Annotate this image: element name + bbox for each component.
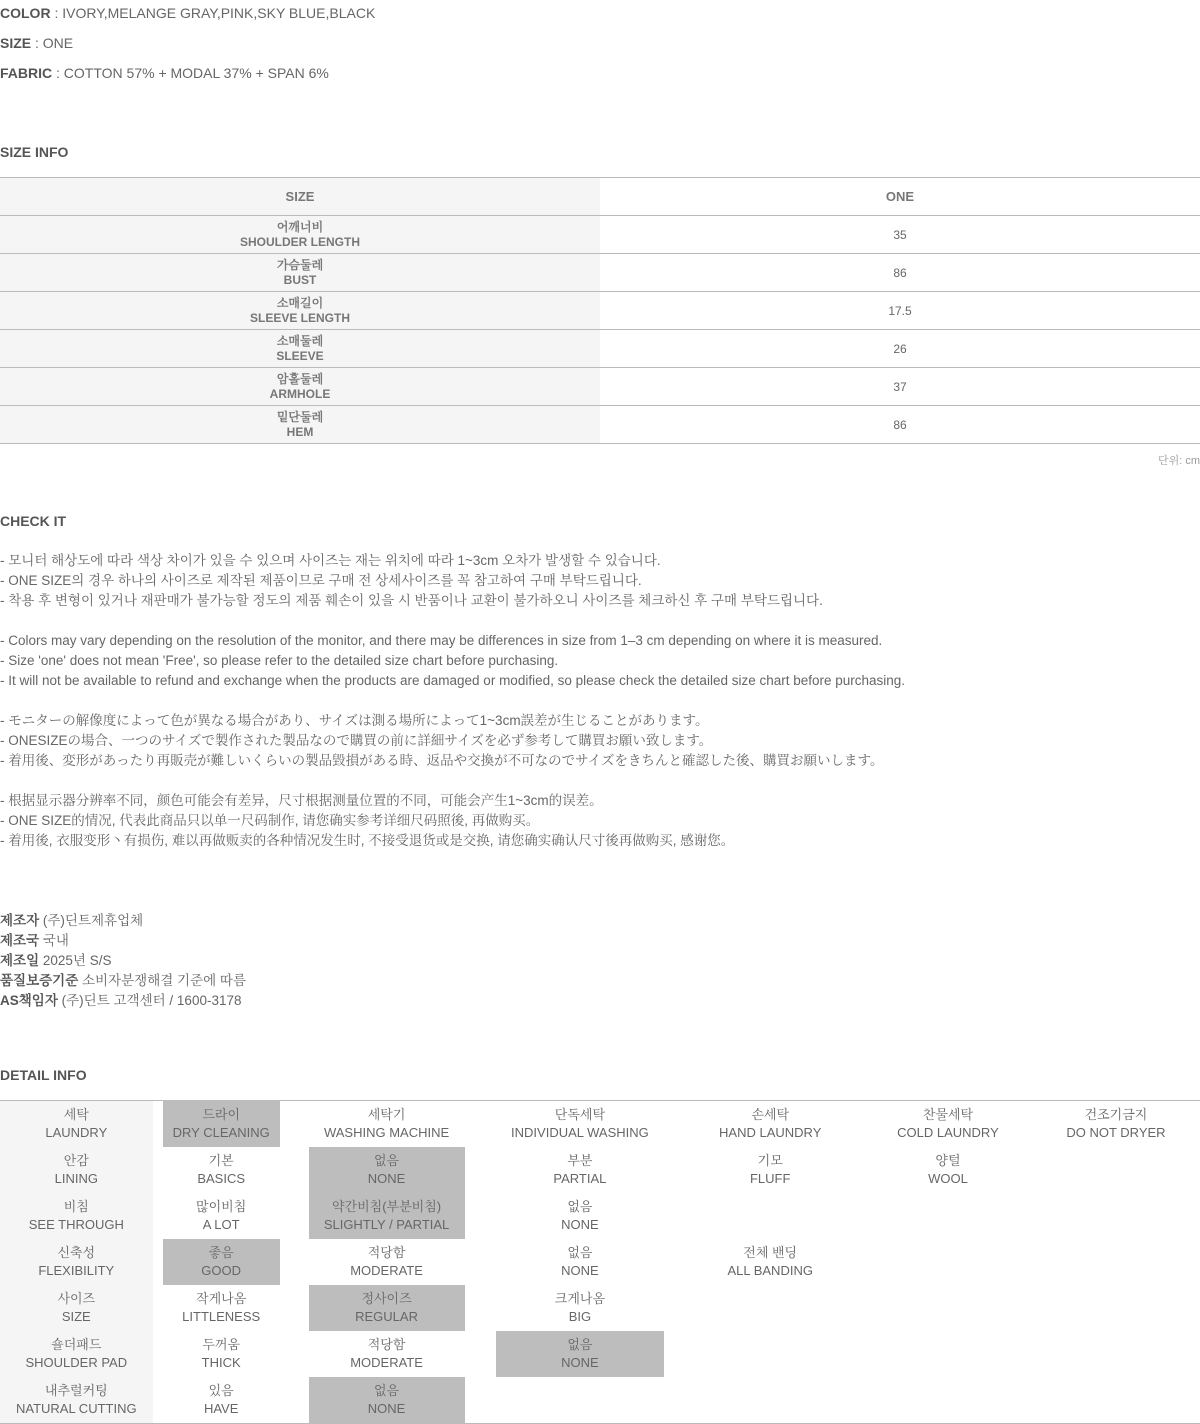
table-row [0, 216, 1200, 254]
detail-option [1032, 1101, 1200, 1147]
detail-cell [153, 1101, 290, 1147]
detail-option [163, 1193, 280, 1239]
check-line: - ONE SIZE的情况, 代表此商品只以单一尺码制作, 请您确实参考详细尺码照後, 再做购买。 [0, 813, 540, 828]
detail-row [0, 1239, 1200, 1285]
detail-cell [483, 1331, 676, 1377]
measure-label [0, 406, 600, 444]
detail-option [1032, 1239, 1200, 1285]
measure-en: BUST [283, 272, 317, 287]
detail-cell [483, 1285, 676, 1331]
detail-option-ko: 약간비침(부분비침) [332, 1199, 442, 1214]
check-line: - 착용 후 변형이 있거나 재판매가 불가능할 정도의 제품 훼손이 있을 시 반품이나 교환이 불가하오니 사이즈를 체크하신 후 구매 부탁드립니다. [0, 593, 823, 608]
check-it-body [0, 551, 905, 851]
check-line: - モニターの解像度によって色が異なる場合があり、サイズは測る場所によって1~3cm誤差が生じることがあります。 [0, 713, 709, 728]
detail-option-selected [496, 1331, 664, 1377]
check-line: - It will not be available to refund and exchange when the products are damaged or modified, so please check the detailed size chart before purchasing. [0, 673, 906, 688]
detail-label-en: LAUNDRY [45, 1125, 108, 1140]
detail-cell [1032, 1147, 1200, 1193]
detail-option-selected [309, 1193, 465, 1239]
detail-option-ko: 건조기금지 [1084, 1107, 1148, 1122]
maker-line [0, 951, 246, 971]
detail-option [686, 1285, 854, 1331]
detail-option-en: WOOL [928, 1171, 968, 1186]
detail-option [864, 1101, 1032, 1147]
detail-cell [290, 1331, 484, 1377]
detail-label-en: FLEXIBILITY [38, 1263, 115, 1278]
detail-row-label [0, 1331, 153, 1377]
detail-cell [290, 1285, 484, 1331]
measure-ko: 소매둘레 [276, 333, 324, 348]
detail-option [496, 1193, 664, 1239]
detail-cell [1032, 1285, 1200, 1331]
maker-key: 제조국 [0, 933, 40, 948]
detail-option [1032, 1147, 1200, 1193]
maker-key: AS책임자 [0, 993, 58, 1008]
detail-cell [290, 1147, 484, 1193]
table-row [0, 330, 1200, 368]
detail-option-en: SLIGHTLY / PARTIAL [323, 1217, 450, 1232]
check-line: - 根据显示器分辨率不同，颜色可能会有差异，尺寸根据测量位置的不同，可能会产生1~3cm的误差。 [0, 793, 603, 808]
detail-option [496, 1239, 664, 1285]
detail-option-en: NONE [367, 1401, 406, 1416]
spec-key: FABRIC [0, 65, 53, 81]
detail-label-en: SIZE [61, 1309, 91, 1324]
detail-option-en: MODERATE [350, 1263, 423, 1278]
detail-option-en: THICK [201, 1355, 241, 1370]
detail-label-en: SEE THROUGH [28, 1217, 124, 1232]
detail-label-en: LINING [54, 1171, 98, 1186]
measure-value: 37 [600, 368, 1200, 406]
detail-cell [676, 1101, 864, 1147]
detail-option [864, 1239, 1032, 1285]
detail-row [0, 1331, 1200, 1377]
detail-option-en: BASICS [197, 1171, 246, 1186]
detail-label-ko: 안감 [63, 1153, 89, 1168]
table-row [0, 368, 1200, 406]
detail-option [309, 1239, 465, 1285]
detail-row [0, 1377, 1200, 1423]
detail-option [1032, 1377, 1200, 1423]
detail-option [496, 1285, 664, 1331]
spec-fabric [0, 60, 329, 90]
detail-cell [153, 1331, 290, 1377]
detail-option-ko: 양털 [935, 1153, 961, 1168]
detail-option-ko: 없음 [374, 1383, 400, 1398]
check-line: - 着用後、変形があったり再販売が難しいくらいの製品毀損がある時、返品や交換が不可なのでサイズをきちんと確認した後、購買お願いします。 [0, 753, 884, 768]
detail-option-en: COLD LAUNDRY [897, 1125, 999, 1140]
maker-value: (주)딘트제휴업체 [39, 913, 144, 928]
detail-option-en: HAVE [203, 1401, 239, 1416]
detail-option [496, 1147, 664, 1193]
detail-option [686, 1147, 854, 1193]
detail-option [163, 1377, 280, 1423]
detail-option [686, 1239, 854, 1285]
check-line: - 모니터 해상도에 따라 색상 차이가 있을 수 있으며 사이즈는 재는 위치에 따라 1~3cm 오차가 발생할 수 있습니다. [0, 553, 661, 568]
spec-value: : COTTON 57% + MODAL 37% + SPAN 6% [52, 65, 329, 81]
detail-option [686, 1331, 854, 1377]
measure-en: HEM [286, 424, 314, 439]
detail-option [163, 1331, 280, 1377]
detail-option-ko: 기본 [208, 1153, 234, 1168]
detail-option-en: BIG [568, 1309, 592, 1324]
detail-cell [864, 1101, 1032, 1147]
size-info-title: SIZE INFO [0, 144, 69, 160]
measure-ko: 어깨너비 [276, 219, 324, 234]
detail-row [0, 1285, 1200, 1331]
maker-value: 국내 [39, 933, 69, 948]
detail-option-ko: 드라이 [202, 1107, 241, 1122]
detail-table [0, 1100, 1200, 1424]
detail-option-ko: 두꺼움 [202, 1337, 241, 1352]
detail-row-label [0, 1377, 153, 1423]
table-row [0, 254, 1200, 292]
check-line: - Size 'one' does not mean 'Free', so please refer to the detailed size chart before purchasing. [0, 653, 559, 668]
detail-cell [153, 1285, 290, 1331]
detail-cell [290, 1193, 484, 1239]
size-header-value: ONE [600, 178, 1200, 216]
detail-cell [153, 1147, 290, 1193]
maker-key: 품질보증기준 [0, 973, 79, 988]
spec-value: : IVORY,MELANGE GRAY,PINK,SKY BLUE,BLACK [50, 5, 376, 21]
detail-option-ko: 단독세탁 [554, 1107, 606, 1122]
detail-option-en: REGULAR [355, 1309, 418, 1324]
spec-key: SIZE [0, 35, 32, 51]
detail-cell [676, 1377, 864, 1423]
detail-option [496, 1377, 664, 1423]
detail-row [0, 1101, 1200, 1147]
check-line: - ONESIZEの場合、一つのサイズで製作された製品なので購買の前に詳細サイズを必ず参考して購買お願い致します。 [0, 733, 713, 748]
maker-key: 제조일 [0, 953, 40, 968]
detail-option [864, 1285, 1032, 1331]
measure-value: 26 [600, 330, 1200, 368]
measure-ko: 소매길이 [276, 295, 324, 310]
detail-label-ko: 내추럴커팅 [44, 1383, 108, 1398]
measure-en: SLEEVE LENGTH [249, 310, 350, 325]
detail-option [686, 1193, 854, 1239]
detail-cell [153, 1193, 290, 1239]
detail-option-en: DO NOT DRYER [1066, 1125, 1166, 1140]
measure-ko: 밑단둘레 [276, 409, 324, 424]
detail-option [864, 1377, 1032, 1423]
detail-row [0, 1193, 1200, 1239]
detail-option-ko: 적당함 [367, 1245, 406, 1260]
detail-cell [290, 1377, 484, 1423]
detail-option-selected [309, 1147, 465, 1193]
detail-option-en: INDIVIDUAL WASHING [511, 1125, 649, 1140]
detail-cell [1032, 1101, 1200, 1147]
detail-cell [676, 1285, 864, 1331]
detail-cell [290, 1239, 484, 1285]
measure-en: ARMHOLE [269, 386, 331, 401]
detail-label-ko: 사이즈 [57, 1291, 96, 1306]
detail-option-en: HAND LAUNDRY [719, 1125, 822, 1140]
detail-cell [676, 1239, 864, 1285]
measure-en: SLEEVE [276, 348, 324, 363]
detail-row-label [0, 1285, 153, 1331]
maker-value: (주)딘트 고객센터 / 1600-3178 [57, 993, 242, 1008]
detail-cell [1032, 1193, 1200, 1239]
detail-label-en: NATURAL CUTTING [15, 1401, 137, 1416]
detail-label-en: SHOULDER PAD [25, 1355, 128, 1370]
size-table-header [0, 178, 1200, 216]
maker-key: 제조자 [0, 913, 40, 928]
detail-option-ko: 적당함 [367, 1337, 406, 1352]
maker-line [0, 971, 246, 991]
detail-option-ko: 손세탁 [751, 1107, 790, 1122]
detail-option-ko: 없음 [567, 1337, 593, 1352]
detail-option-en: NONE [367, 1171, 406, 1186]
spec-key: COLOR [0, 5, 51, 21]
detail-option-en: FLUFF [749, 1171, 791, 1186]
detail-option-ko: 정사이즈 [361, 1291, 412, 1306]
detail-cell [864, 1193, 1032, 1239]
measure-value: 86 [600, 254, 1200, 292]
detail-cell [676, 1331, 864, 1377]
detail-option-en: LITTLENESS [182, 1309, 261, 1324]
check-line: - Colors may vary depending on the resolution of the monitor, and there may be differences in size from 1–3 cm depending on where it is measured. [0, 633, 883, 648]
detail-option-en: MODERATE [350, 1355, 423, 1370]
detail-row-label [0, 1193, 153, 1239]
detail-option-en: A LOT [202, 1217, 240, 1232]
detail-cell [864, 1285, 1032, 1331]
detail-cell [483, 1193, 676, 1239]
detail-cell [864, 1239, 1032, 1285]
detail-option [864, 1147, 1032, 1193]
detail-option-ko: 기모 [757, 1153, 783, 1168]
detail-row [0, 1147, 1200, 1193]
detail-option-en: WASHING MACHINE [323, 1125, 450, 1140]
measure-label [0, 216, 600, 254]
measure-value: 86 [600, 406, 1200, 444]
check-line: - ONE SIZE의 경우 하나의 사이즈로 제작된 제품이므로 구매 전 상세사이즈를 꼭 참고하여 구매 부탁드립니다. [0, 573, 642, 588]
detail-label-ko: 숄더패드 [51, 1337, 102, 1352]
detail-option [864, 1331, 1032, 1377]
spec-size [0, 30, 73, 60]
detail-option-ko: 많이비침 [196, 1199, 247, 1214]
size-table [0, 177, 1200, 444]
maker-info [0, 911, 246, 1011]
detail-row-label [0, 1101, 153, 1147]
detail-option-ko: 있음 [208, 1383, 234, 1398]
detail-cell [483, 1377, 676, 1423]
detail-cell [290, 1101, 484, 1147]
detail-option [686, 1101, 854, 1147]
detail-cell [676, 1193, 864, 1239]
detail-cell [153, 1377, 290, 1423]
detail-option-selected [163, 1101, 280, 1147]
check-it-title: CHECK IT [0, 513, 67, 529]
maker-line [0, 991, 246, 1011]
detail-label-ko: 신축성 [57, 1245, 96, 1260]
detail-option-ko: 크게나옴 [554, 1291, 606, 1306]
detail-option-ko: 찬물세탁 [922, 1107, 974, 1122]
detail-option-ko: 세탁기 [367, 1107, 406, 1122]
detail-option-en: NONE [561, 1217, 599, 1232]
detail-cell [153, 1239, 290, 1285]
check-line: - 着用後, 衣服变形丶有损伤, 难以再做贩卖的各种情况发生时, 不接受退货或是交换, 请您确实确认尺寸後再做购买, 感谢您。 [0, 833, 735, 848]
detail-option [496, 1101, 664, 1147]
detail-option-en: NONE [561, 1263, 599, 1278]
measure-label [0, 330, 600, 368]
measure-label [0, 368, 600, 406]
measure-value: 17.5 [600, 292, 1200, 330]
detail-option-ko: 없음 [374, 1153, 400, 1168]
size-header-label: SIZE [0, 178, 600, 216]
detail-option-ko: 좋음 [208, 1245, 234, 1260]
detail-option-ko: 없음 [567, 1199, 593, 1214]
detail-cell [864, 1331, 1032, 1377]
detail-option-en: GOOD [201, 1263, 242, 1278]
detail-option [686, 1377, 854, 1423]
measure-label [0, 254, 600, 292]
detail-option-ko: 없음 [567, 1245, 593, 1260]
detail-info-title: DETAIL INFO [0, 1067, 87, 1083]
detail-option [163, 1285, 280, 1331]
detail-option-ko: 작게나옴 [196, 1291, 247, 1306]
detail-cell [483, 1239, 676, 1285]
maker-value: 2025년 S/S [39, 953, 112, 968]
detail-label-ko: 비침 [63, 1199, 89, 1214]
detail-cell [864, 1147, 1032, 1193]
spacer [0, 771, 905, 791]
unit-note: 단위: cm [1157, 455, 1200, 467]
detail-label-ko: 세탁 [63, 1107, 89, 1122]
detail-option-ko: 부분 [567, 1153, 593, 1168]
measure-en: SHOULDER LENGTH [240, 234, 360, 249]
detail-option [864, 1193, 1032, 1239]
detail-cell [1032, 1239, 1200, 1285]
detail-option-selected [163, 1239, 280, 1285]
detail-option-ko: 전체 밴딩 [743, 1245, 798, 1260]
detail-option [163, 1147, 280, 1193]
measure-label [0, 292, 600, 330]
detail-row-label [0, 1239, 153, 1285]
spec-value: : ONE [31, 35, 74, 51]
detail-option-en: PARTIAL [553, 1171, 607, 1186]
detail-option [1032, 1331, 1200, 1377]
detail-cell [1032, 1331, 1200, 1377]
spacer [0, 611, 905, 631]
detail-cell [676, 1147, 864, 1193]
detail-option-en: ALL BANDING [727, 1263, 813, 1278]
table-row [0, 292, 1200, 330]
measure-value: 35 [600, 216, 1200, 254]
measure-ko: 암홀둘레 [276, 371, 324, 386]
detail-option-en: DRY CLEANING [172, 1125, 270, 1140]
detail-cell [483, 1147, 676, 1193]
detail-option [1032, 1285, 1200, 1331]
spec-color [0, 0, 375, 30]
maker-line [0, 911, 246, 931]
table-row [0, 406, 1200, 444]
spacer [0, 691, 905, 711]
detail-option [309, 1101, 465, 1147]
detail-cell [483, 1101, 676, 1147]
detail-cell [864, 1377, 1032, 1423]
detail-option-en: NONE [561, 1355, 599, 1370]
maker-value: 소비자분쟁해결 기준에 따름 [78, 973, 246, 988]
detail-cell [1032, 1377, 1200, 1423]
maker-line [0, 931, 246, 951]
detail-option-selected [309, 1285, 465, 1331]
measure-ko: 가슴둘레 [276, 257, 324, 272]
detail-option [1032, 1193, 1200, 1239]
detail-option [309, 1331, 465, 1377]
detail-option-selected [309, 1377, 465, 1423]
detail-row-label [0, 1147, 153, 1193]
